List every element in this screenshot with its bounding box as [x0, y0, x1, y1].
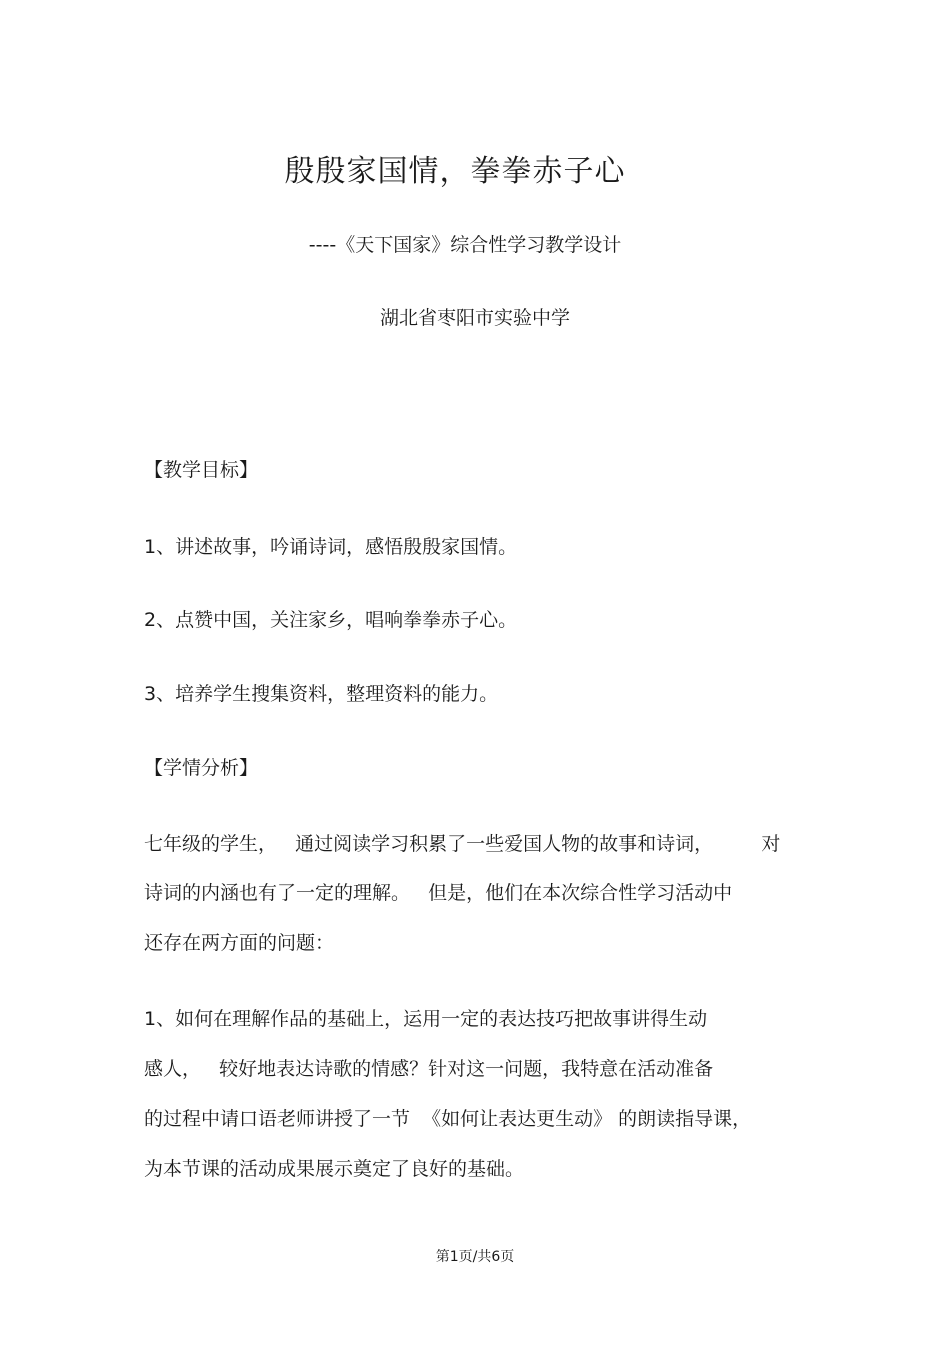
- goal-item: 1、讲述故事，吟诵诗词，感悟殷殷家国情。: [144, 536, 518, 558]
- paragraph-line: 为本节课的活动成果展示奠定了良好的基础。: [144, 1158, 525, 1180]
- goal-item: 3、培养学生搜集资料，整理资料的能力。: [144, 683, 499, 705]
- section-heading-goals: 【教学目标】: [144, 459, 259, 481]
- goal-item: 2、点赞中国，关注家乡，唱响拳拳赤子心。: [144, 609, 518, 631]
- paragraph-line: 还存在两方面的问题：: [144, 932, 335, 954]
- school-name: 湖北省枣阳市实验中学: [379, 307, 570, 329]
- paragraph-line: 七年级的学生， 通过阅读学习积累了一些爱国人物的故事和诗词， 对: [144, 833, 781, 855]
- paragraph-line: 感人， 较好地表达诗歌的情感？针对这一问题，我特意在活动准备: [144, 1058, 714, 1080]
- paragraph-line: 1、如何在理解作品的基础上，运用一定的表达技巧把故事讲得生动: [144, 1008, 708, 1030]
- page-number: 第1页/共6页: [435, 1249, 515, 1265]
- paragraph-line: 的过程中请口语老师讲授了一节 《如何让表达更生动》 的朗读指导课，: [144, 1108, 752, 1130]
- paragraph-line: 诗词的内涵也有了一定的理解。 但是，他们在本次综合性学习活动中: [144, 882, 733, 904]
- document-title: 殷殷家国情，拳拳赤子心: [284, 154, 626, 189]
- section-heading-analysis: 【学情分析】: [144, 757, 259, 779]
- document-subtitle: ----《天下国家》综合性学习教学设计: [308, 234, 622, 256]
